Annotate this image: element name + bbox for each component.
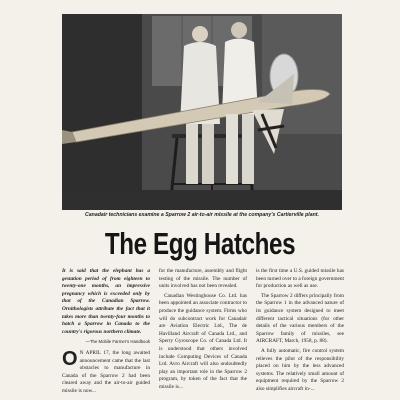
column-3-paragraph-3: A fully automatic, fire control system relieves the pilot of the responsibility placed on him by the less advanced systems. The relatively small amount of equipment required by the Sparrow 2 also simplifies aircraft in-...: [256, 347, 344, 392]
column-1-text: N APRIL 17, the long awaited announcement came that the last obstacles to manufacture in Canada of the Sparrow 2 had been cleared away and the air-to-air guided missile is now...: [62, 349, 150, 394]
column-3-paragraph-1: is the first time a U.S. guided missile has been turned over to a foreign government for production as well as use.: [256, 268, 344, 290]
photo-caption: Canadair technicians examine a Sparrow 2 air-to-air missile at the company's Cartierville plant.: [85, 212, 319, 218]
column-2-paragraph-2: Canadian Westinghouse Co. Ltd. has been appointed an associate contractor to produce the guidance system. Firms who will do subcontract work for Canadair are Aviation Electric Ltd., The de Havilland Aircraft of Canada Ltd., and Sperry Gyroscope Co. of Canada Ltd. It is understood that others involved include Computing Devices of Canada Ltd. Avro Aircraft will also undoubtedly play an important role in the Sparrow 2 program, by token of the fact that the missile is...: [159, 292, 247, 390]
missile-photo-illustration: [62, 14, 342, 210]
column-2: [159, 268, 247, 392]
column-3-paragraph-2: The Sparrow 2 differs principally from the Sparrow 1 in the advanced nature of its guidance system designed to meet different tactical situations (for other details of the various members of the Sparrow family of missiles, see AIRCRAFT, March, 1958, p. 88).: [256, 292, 344, 345]
column-1: [62, 268, 150, 396]
article-body: [62, 268, 344, 400]
article-headline: The Egg Hatches: [104, 226, 296, 261]
column-2-paragraph-1: for the manufacture, assembly and flight testing of the missile. The number of units involved has not been revealed.: [159, 268, 247, 290]
drop-cap: O: [62, 347, 78, 370]
column-1-body: [62, 347, 150, 396]
quote-source: —The Mobile Farmer's Handbook: [85, 339, 150, 345]
intro-quote: It is said that the elephant has a gestation period of from eighteen to twenty-one months, an impressive pregnancy which is exceeded only by that of the Canadian Sparrow. Ornithologists attribute the fact that it takes more than twenty-four months to hatch a Sparrow in Canada to the country's rigorous northern climate.: [62, 268, 150, 335]
missile-photo: [62, 14, 342, 210]
column-3: [256, 268, 344, 394]
